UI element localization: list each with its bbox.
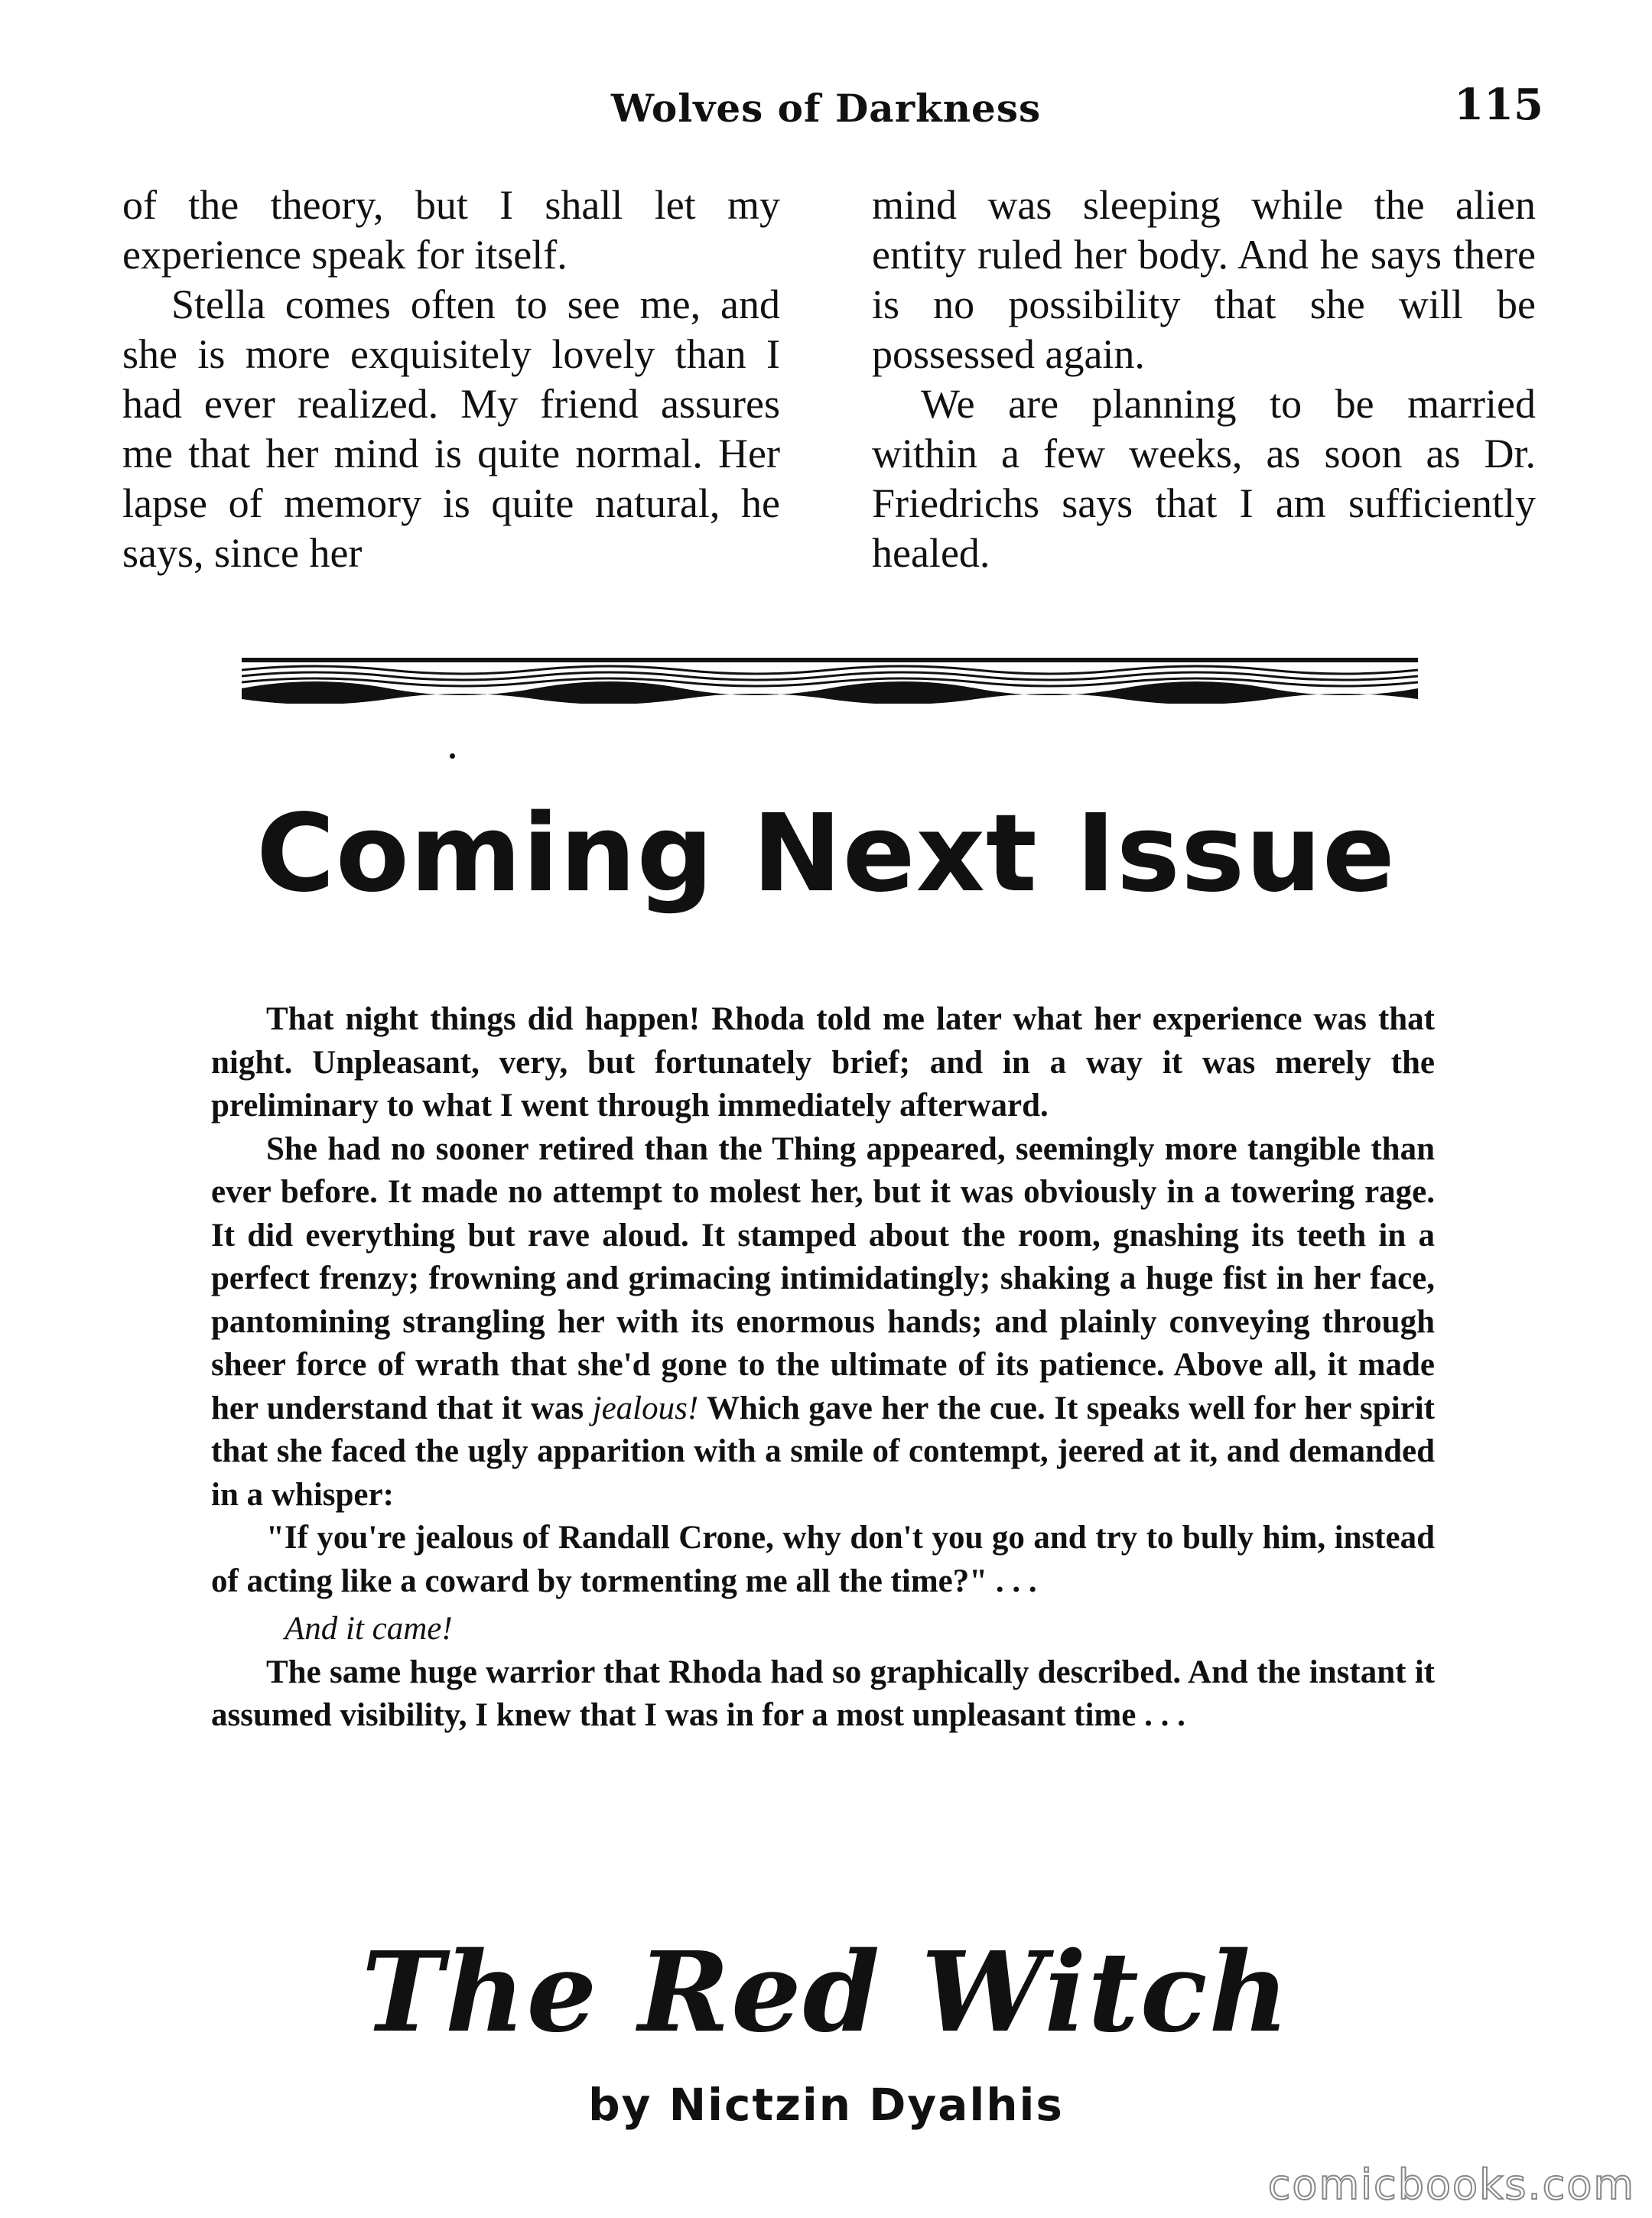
story-title: The Red Witch	[361, 1927, 1291, 2057]
right-paragraph-1: mind was sleeping while the alien entity ruled her body. And he says there is no possibility that she will be possessed again.	[872, 182, 1536, 377]
excerpt-paragraph-2-end: Which gave her the cue. It speaks well for her spirit that she faced the ugly apparition with a smile of contempt, jeered at it, and demanded in a whisper:	[211, 1390, 1435, 1513]
excerpt-paragraph-5: The same huge warrior that Rhoda had so graphically described. And the instant it assumed visibility, I knew that I was in for a most unpleasant time . . .	[211, 1654, 1435, 1733]
excerpt-paragraph-2-start: She had no sooner retired than the Thing appeared, seemingly more tangible than ever before. It made no attempt to molest her, but it was obviously in a towering rage. It did everything but rave aloud. It stamped about the room, gnashing its teeth in a perfect frenzy; frowning and grimacing intimidatingly; shaking a huge fist in her face, pantomining strangling her with its enormous hands; and plainly conveying through sheer force of wrath that she'd gone to the ultimate of its patience. Above all, it made her understand that it was	[211, 1130, 1435, 1426]
excerpt-paragraph-2	[211, 1128, 1435, 1517]
coming-next-issue-heading: Coming Next Issue	[256, 792, 1396, 916]
page-number: 115	[1454, 80, 1543, 130]
running-title: Wolves of Darkness	[610, 86, 1042, 131]
excerpt-italic-word: jealous!	[592, 1390, 699, 1426]
right-column	[872, 180, 1536, 578]
left-paragraph-1: of the theory, but I shall let my experience speak for itself.	[122, 182, 780, 278]
story-author: by Nictzin Dyalhis	[588, 2079, 1064, 2131]
excerpt-paragraph-1: That night things did happen! Rhoda told me later what her experience was that night. Unpleasant, very, but fortunately brief; and in a way it was merely the preliminary to what I went through immediately afterward.	[211, 1001, 1435, 1124]
wavy-divider	[242, 656, 1418, 704]
right-paragraph-2: We are planning to be married within a few weeks, as soon as Dr. Friedrichs says that I am sufficiently healed.	[872, 381, 1536, 576]
story-excerpt	[211, 998, 1435, 1738]
left-column	[122, 180, 780, 578]
excerpt-italic-line: And it came!	[285, 1611, 453, 1647]
left-paragraph-2: Stella comes often to see me, and she is more exquisitely lovely than I had ever realized. My friend assures me that her mind is quite normal. Her lapse of memory is quite natural, he says, since her	[122, 281, 780, 576]
excerpt-paragraph-3: "If you're jealous of Randall Crone, why don't you go and try to bully him, instead of acting like a coward by tormenting me all the time?" . . .	[211, 1520, 1435, 1599]
watermark: comicbooks.com	[1267, 2161, 1635, 2209]
decorative-dot	[450, 753, 455, 759]
